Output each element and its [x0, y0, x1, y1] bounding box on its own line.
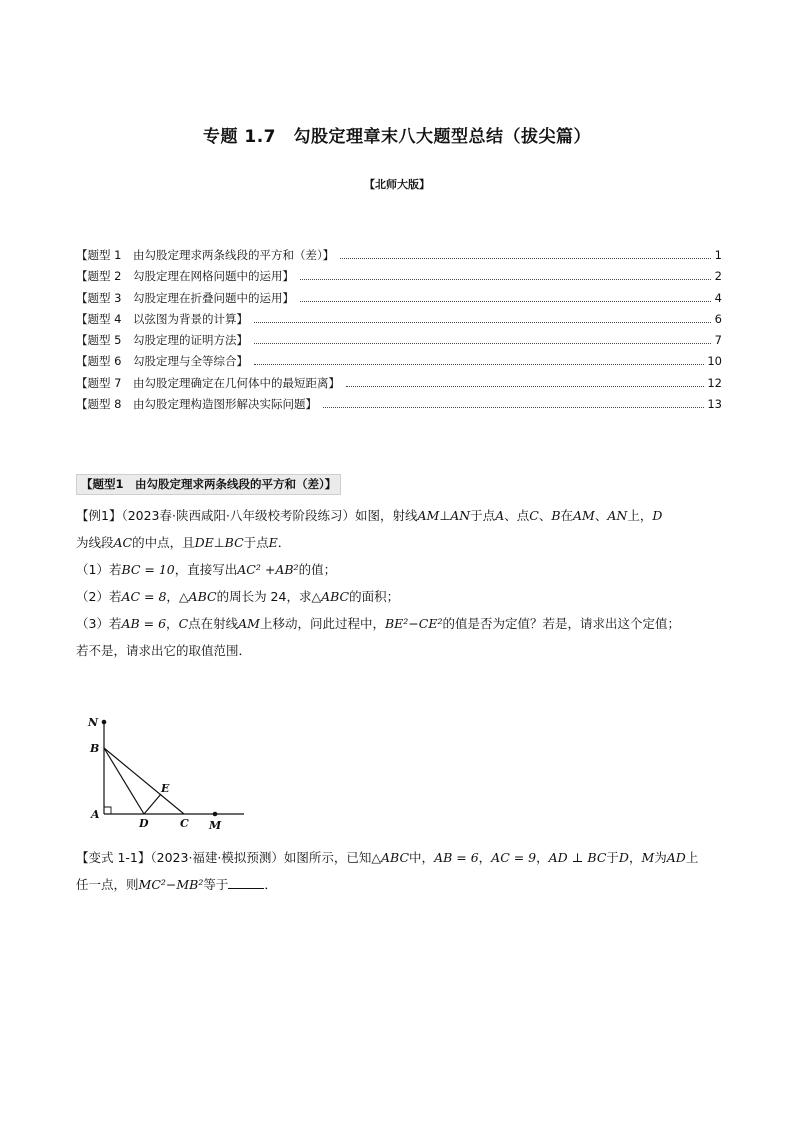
math: AM	[417, 508, 440, 523]
math: E	[268, 535, 278, 550]
text: 为	[654, 850, 667, 865]
text: ，	[628, 850, 642, 865]
toc-label: 【题型 3 勾股定理在折叠问题中的运用】	[76, 290, 294, 305]
label-m: M	[209, 819, 222, 832]
math: △ABC	[178, 589, 217, 604]
section-heading: 【题型1 由勾股定理求两条线段的平方和（差）】	[76, 474, 341, 495]
label-a: A	[91, 808, 100, 821]
toc-row[interactable]	[76, 396, 722, 417]
text: 为线段	[76, 535, 114, 550]
example-1-text	[76, 502, 722, 664]
math: AN	[450, 508, 471, 523]
math: AD ⊥ BC	[548, 850, 607, 865]
edition-label: 【北师大版】	[364, 178, 430, 191]
math: MC²−MB²	[138, 877, 204, 892]
text: 等于	[203, 877, 229, 892]
math: B	[551, 508, 561, 523]
toc-page: 1	[714, 248, 722, 262]
math: AM	[573, 508, 595, 523]
text: ，直接写出	[174, 562, 238, 577]
math: C	[178, 616, 189, 631]
math: AB = 6	[434, 850, 479, 865]
text: 于点	[470, 508, 496, 523]
toc-page: 10	[707, 354, 722, 369]
toc-row[interactable]	[76, 290, 722, 311]
segment-de	[144, 794, 161, 814]
math: BE²−CE²	[385, 616, 443, 631]
toc-page: 2	[714, 269, 722, 284]
text: 的中点，且	[132, 535, 195, 550]
math: DE	[194, 535, 214, 550]
point-m	[213, 812, 218, 817]
label-d: D	[139, 817, 149, 830]
variant-tag: 【变式 1-1】	[76, 850, 151, 865]
text: （2）若	[76, 589, 122, 604]
toc-row[interactable]	[76, 311, 722, 332]
toc-row[interactable]	[76, 247, 722, 268]
text: 如图所示，已知	[283, 850, 372, 865]
document-title: 专题 1.7 勾股定理章末八大题型总结（拔尖篇）	[202, 127, 592, 147]
example-tag: 【例1】	[76, 508, 122, 523]
text: 的周长为 24，求	[216, 589, 312, 604]
toc-leader	[254, 363, 704, 365]
toc-row[interactable]	[76, 268, 722, 289]
segment-bd	[104, 748, 144, 814]
right-angle-mark	[104, 807, 111, 814]
math: AD	[666, 850, 686, 865]
math: △ABC	[311, 589, 350, 604]
toc-label: 【题型 8 由勾股定理构造图形解决实际问题】	[76, 397, 317, 412]
text: ．	[264, 877, 277, 892]
text: 中，	[409, 850, 435, 865]
example-source: （2023春·陕西咸阳·八年级校考阶段练习）	[121, 508, 355, 523]
toc-leader	[340, 257, 711, 259]
toc-label: 【题型 6 勾股定理与全等综合】	[76, 354, 248, 369]
text: 点在射线	[188, 616, 239, 631]
math: A	[495, 508, 505, 523]
table-of-contents	[76, 247, 722, 417]
toc-row[interactable]	[76, 332, 722, 353]
toc-page: 13	[707, 397, 722, 412]
text: 、	[594, 508, 608, 523]
toc-leader	[346, 385, 704, 387]
text: 于	[606, 850, 619, 865]
math: BC	[224, 535, 244, 550]
math: AM	[238, 616, 260, 631]
segment-bc	[104, 748, 184, 814]
text: ．	[277, 535, 291, 550]
text: 在	[560, 508, 574, 523]
toc-row[interactable]	[76, 353, 722, 374]
math: D	[618, 850, 629, 865]
math: AC = 9	[491, 850, 537, 865]
text: 上	[685, 850, 699, 865]
label-c: C	[180, 817, 189, 830]
text: 上移动，问此过程中，	[259, 616, 385, 631]
math: △ABC	[371, 850, 410, 865]
toc-leader	[254, 342, 711, 344]
math: D	[652, 508, 663, 523]
text: 的值；	[298, 562, 337, 577]
toc-row[interactable]	[76, 375, 722, 396]
toc-leader	[300, 278, 711, 280]
toc-page: 7	[714, 333, 722, 348]
toc-leader	[323, 406, 704, 408]
math: AB = 6	[121, 616, 167, 631]
math: AC² +AB²	[237, 562, 299, 577]
text: 、	[538, 508, 552, 523]
text: （3）若	[76, 616, 122, 631]
label-n: N	[88, 716, 99, 729]
math: C	[529, 508, 539, 523]
toc-page: 12	[707, 375, 722, 390]
toc-leader	[300, 300, 711, 302]
math: M	[641, 850, 655, 865]
answer-blank[interactable]	[228, 876, 264, 889]
toc-page: 4	[714, 290, 722, 305]
math: ⊥	[213, 535, 225, 550]
text: 的值是否为定值？若是，请求出这个定值；	[442, 616, 681, 631]
text: 、点	[504, 508, 530, 523]
text: 若不是，请求出它的取值范围．	[76, 643, 252, 658]
text: ，	[478, 850, 492, 865]
text: 的面积；	[349, 589, 400, 604]
toc-leader	[254, 321, 711, 323]
math: AC = 8	[121, 589, 167, 604]
toc-label: 【题型 2 勾股定理在网格问题中的运用】	[76, 269, 294, 284]
variant-source: （2023·福建·模拟预测）	[150, 850, 284, 865]
toc-label: 【题型 7 由勾股定理确定在几何体中的最短距离】	[76, 375, 340, 390]
text: ，	[536, 850, 549, 865]
toc-label: 【题型 4 以弦图为背景的计算】	[76, 311, 248, 326]
label-e: E	[161, 782, 170, 795]
math: ⊥	[439, 508, 451, 523]
math: AN	[607, 508, 628, 523]
label-b: B	[90, 742, 100, 755]
math: BC = 10	[121, 562, 175, 577]
text: 任一点，则	[76, 877, 139, 892]
text: 上，	[627, 508, 653, 523]
geometry-figure	[84, 710, 254, 835]
text: 如图，射线	[354, 508, 418, 523]
toc-page: 6	[714, 311, 722, 326]
variant-1-1-text	[76, 844, 722, 898]
text: 于点	[243, 535, 269, 550]
toc-label: 【题型 1 由勾股定理求两条线段的平方和（差）】	[76, 248, 335, 262]
math: AC	[113, 535, 133, 550]
text: （1）若	[76, 562, 122, 577]
text: ，	[166, 616, 179, 631]
toc-label: 【题型 5 勾股定理的证明方法】	[76, 333, 248, 348]
point-n	[102, 720, 107, 725]
text: ，	[166, 589, 179, 604]
